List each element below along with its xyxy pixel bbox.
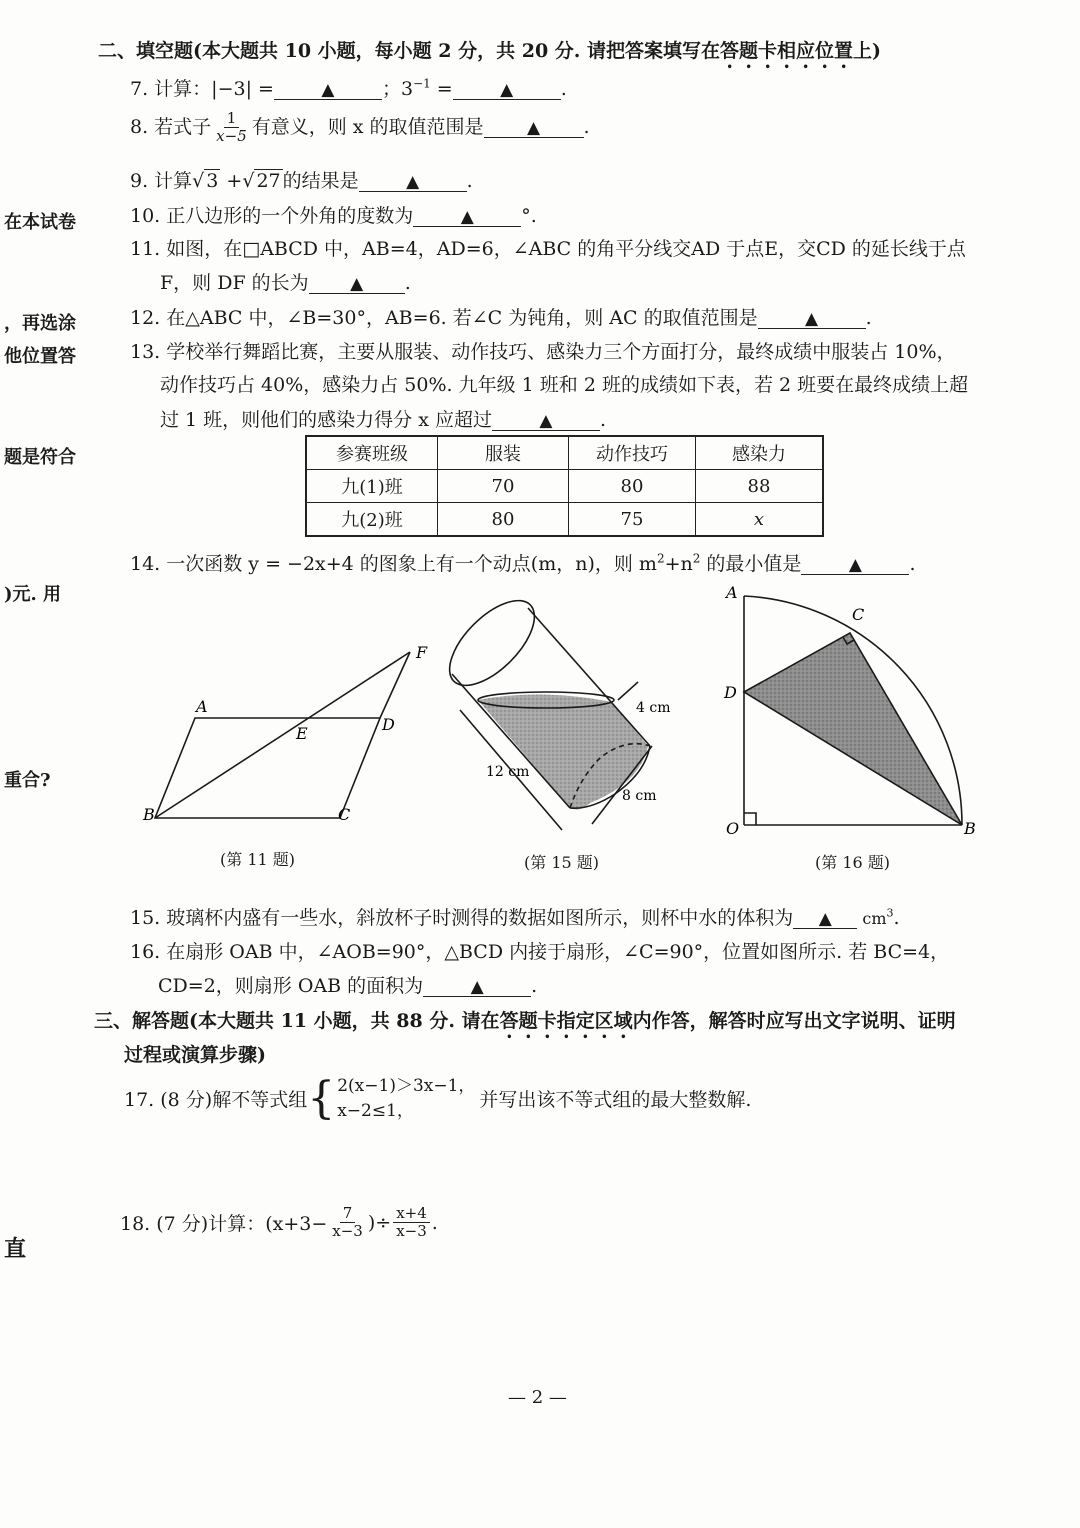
question-12: 12. 在△ABC 中，∠B=30°，AB=6. 若∠C 为钝角，则 AC 的取值范围是 ▲ .: [130, 307, 872, 329]
question-18: 18. (7 分)计算：(x+3− $\frac{7}{x-3}$ )÷ $\frac{x+4}{x-3}$ .: [120, 1204, 438, 1241]
margin-fragment: 题是符合: [4, 447, 76, 468]
table-header-row: [306, 436, 823, 470]
label-o: O: [726, 819, 740, 838]
table-cell: 九(1)班: [306, 470, 438, 503]
label-c: C: [338, 805, 351, 824]
question-9: 9. 计算√ 3 +√ 27 的结果是 ▲ .: [130, 170, 473, 192]
question-10: 10. 正八边形的一个外角的度数为 ▲ °.: [130, 205, 537, 227]
table-row: [306, 470, 823, 503]
question-16: 16. 在扇形 OAB 中，∠AOB=90°，△BCD 内接于扇形，∠C=90°，位置如图所示. 若 BC=4，: [130, 941, 950, 963]
question-11-line2: F，则 DF 的长为 ▲ .: [160, 272, 411, 294]
margin-fragment: 直: [4, 1236, 27, 1262]
margin-fragment: )元. 用: [4, 584, 62, 605]
table-cell: 75: [569, 503, 696, 537]
section-3-heading-line2: 过程或演算步骤): [124, 1044, 266, 1066]
label-a: A: [726, 583, 738, 602]
margin-fragment: 他位置答: [4, 346, 76, 367]
triangle-bcd: [744, 633, 962, 825]
question-13: 13. 学校举行舞蹈比赛，主要从服装、动作技巧、感染力三个方面打分，最终成绩中服装占 10%，: [130, 341, 956, 363]
figure-15-tilted-glass: [440, 598, 690, 838]
page-number: — 2 —: [508, 1387, 567, 1408]
table-header: 参赛班级: [306, 436, 438, 470]
question-14: 14. 一次函数 y = −2x+4 的图象上有一个动点(m，n)，则 $m^2+n^2$ 的最小值是 ▲ .: [130, 551, 916, 575]
label-d: D: [382, 715, 395, 734]
question-11: 11. 如图，在□ABCD 中，AB=4，AD=6，∠ABC 的角平分线交AD 于点E，交CD 的延长线于点: [130, 238, 966, 260]
figure-11-caption: (第 11 题): [220, 850, 296, 869]
bisector-line-bf: [155, 652, 410, 818]
table-cell: 80: [438, 503, 569, 537]
table-header: 感染力: [696, 436, 824, 470]
margin-fragment: ，再选涂: [4, 313, 76, 334]
dim-line-4cm: [618, 682, 638, 700]
label-b: B: [964, 819, 976, 838]
table-cell: 80: [569, 470, 696, 503]
figure-16-caption: (第 16 题): [815, 853, 891, 872]
table-cell: 九(2)班: [306, 503, 438, 537]
question-13-line3: 过 1 班，则他们的感染力得分 x 应超过 ▲ .: [160, 409, 607, 431]
question-13-line2: 动作技巧占 40%，感染力占 50%. 九年级 1 班和 2 班的成绩如下表，若 2 班要在最终成绩上超: [160, 374, 969, 396]
right-angle-o: [744, 813, 756, 825]
table-row: [306, 503, 823, 537]
margin-fragment: 重合?: [4, 770, 51, 791]
label-12cm: 12 cm: [486, 764, 530, 780]
question-7: 7. 计算：|−3| = ▲ ；$3^{-1}$ = ▲ .: [130, 76, 567, 100]
figure-11-parallelogram: [140, 640, 440, 840]
question-17: 17. (8 分)解不等式组 { 2(x−1)＞3x−1， x−2≤1， 并写出该不等式组的最大整数解.: [124, 1072, 752, 1124]
table-cell: 88: [696, 470, 824, 503]
table-cell: x: [696, 503, 824, 537]
section-3-heading: 三、解答题(本大题共 11 小题，共 88 分. 请在答题卡指定区域内作答，解答时应写出文字说明、证明: [94, 1010, 956, 1032]
parallelogram-abcd: [155, 718, 380, 818]
question-16-line2: CD=2，则扇形 OAB 的面积为 ▲ .: [158, 975, 538, 997]
label-4cm: 4 cm: [636, 700, 671, 716]
table-header: 动作技巧: [569, 436, 696, 470]
label-c: C: [852, 605, 865, 624]
figure-15-caption: (第 15 题): [524, 853, 600, 872]
score-table: [305, 435, 824, 537]
label-d: D: [724, 683, 737, 702]
table-header: 服装: [438, 436, 569, 470]
label-b: B: [143, 805, 155, 824]
margin-fragment: 在本试卷: [4, 212, 76, 233]
label-a: A: [196, 697, 208, 716]
label-8cm: 8 cm: [622, 788, 657, 804]
label-f: F: [416, 643, 428, 662]
figure-16-sector: [718, 580, 988, 842]
question-15: 15. 玻璃杯内盛有一些水，斜放杯子时测得的数据如图所示，则杯中水的体积为 ▲ $cm^3$.: [130, 906, 900, 929]
table-cell: 70: [438, 470, 569, 503]
label-e: E: [296, 724, 308, 743]
section-2-heading: 二、填空题(本大题共 10 小题，每小题 2 分，共 20 分. 请把答案填写在答题卡相应位置上): [98, 40, 882, 62]
question-8: 8. 若式子 $\frac{1}{x-5}$ 有意义，则 x 的取值范围是 ▲ .: [130, 109, 590, 146]
